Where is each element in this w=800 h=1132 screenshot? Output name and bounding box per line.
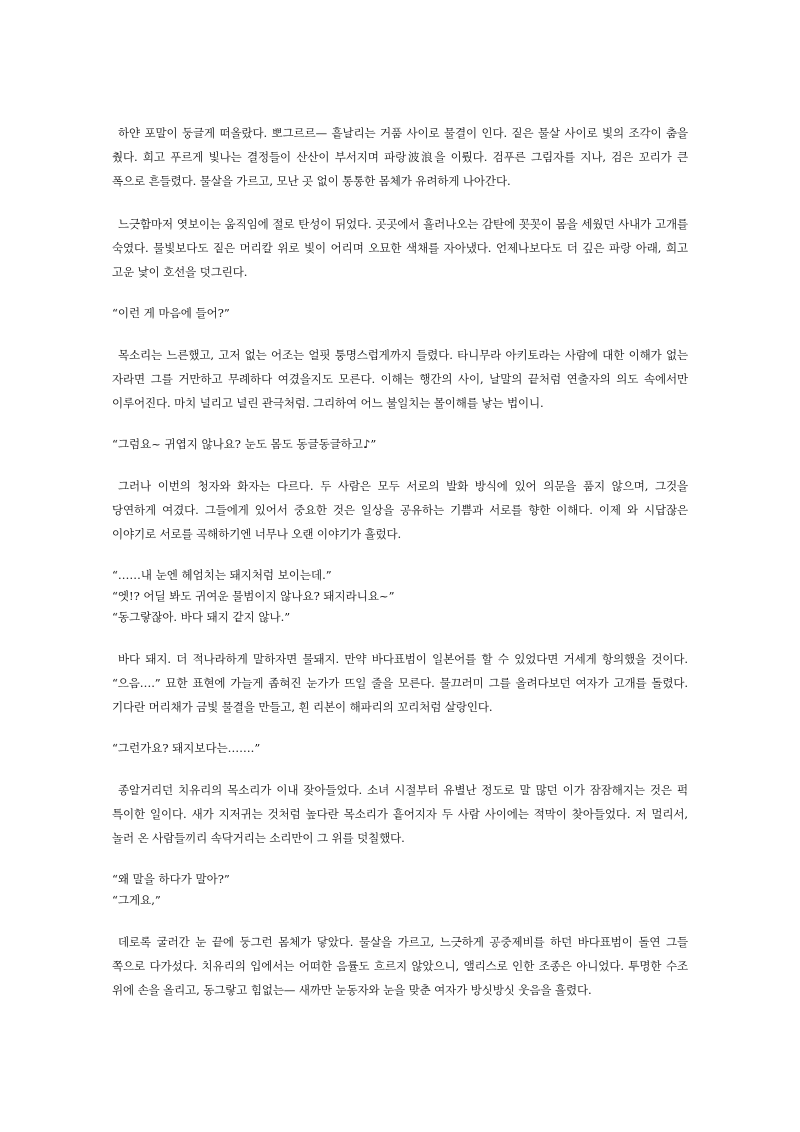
dialogue-block: [112, 869, 688, 911]
dialogue-block: [112, 303, 688, 324]
dialogue-line: “그런가요? 돼지보다는…….”: [112, 741, 261, 755]
dialogue-block: [112, 434, 688, 455]
dialogue-line: “엣!? 어딜 봐도 귀여운 물범이지 않나요? 돼지라니요~”: [112, 589, 395, 603]
document-page: [112, 121, 688, 1021]
paragraph: 목소리는 느른했고, 고저 없는 어조는 얼핏 퉁명스럽게까지 들렸다. 타니무라 아키토라는 사람에 대한 이해가 없는 자라면 그를 거만하고 무례하다 여겼을지도 모른다. 이해는 행간의 사이, 날말의 끝처럼 연출자의 의도 속에서만 이루어진다. 마치 널리고 널린 관극처럼. 그리하여 어느 불일치는 몰이해를 낳는 법이니.: [112, 348, 688, 410]
paragraph: 느긋함마저 엿보이는 움직임에 절로 탄성이 뒤었다. 곳곳에서 흘러나오는 감탄에 꼿꼿이 몸을 세웠던 사내가 고개를 숙였다. 물빛보다도 짙은 머리칼 위로 빛이 어리며 오묘한 색채를 자아냈다. 언제나보다도 더 깊은 파랑 아래, 희고 고운 낯이 호선을 덧그린다.: [112, 217, 688, 279]
dialogue-line: “……내 눈엔 헤엄치는 돼지처럼 보이는데.”: [112, 568, 332, 582]
dialogue-block: [112, 565, 688, 628]
paragraph: 바다 돼지. 더 적나라하게 말하자면 물돼지. 만약 바다표범이 일본어를 할 수 있었다면 거세게 항의했을 것이다. “으음….” 묘한 표현에 가늘게 좁혀진 눈가가 뜨일 줄을 모른다. 물끄러미 그를 올려다보던 여자가 고개를 돌렸다. 기다란 머리채가 금빛 물결을 만들고, 흰 리본이 해파리의 꼬리처럼 살랑인다.: [112, 652, 688, 714]
dialogue-block: [112, 738, 688, 759]
dialogue-line: “왜 말을 하다가 말아?”: [112, 872, 230, 886]
paragraph: 하얀 포말이 둥글게 떠올랐다. 뽀그르르— 흩날리는 거품 사이로 물결이 인다. 짙은 물살 사이로 빛의 조각이 춤을 췄다. 희고 푸르게 빛나는 결정들이 산산이 부서지며 파랑波浪을 이뤘다. 검푸른 그림자를 지나, 검은 꼬리가 큰 폭으로 흔들렸다. 물살을 가르고, 모난 곳 없이 통통한 몸체가 유려하게 나아간다.: [112, 126, 688, 188]
dialogue-line: “동그랗잖아. 바다 돼지 같지 않나.”: [112, 610, 291, 624]
dialogue-line: “이런 게 마음에 들어?”: [112, 306, 230, 320]
paragraph: 종알거리던 치유리의 목소리가 이내 잦아들었다. 소녀 시절부터 유별난 정도로 말 많던 이가 잠잠해지는 것은 퍽 특이한 일이다. 새가 지저귀는 것처럼 높다란 목소리가 흩어지자 두 사람 사이에는 적막이 찾아들었다. 저 멀리서, 놀러 온 사람들끼리 속닥거리는 소리만이 그 위를 덧칠했다.: [112, 783, 688, 845]
dialogue-line: “그게요,”: [112, 893, 161, 907]
dialogue-line: “그럼요~ 귀엽지 않나요? 눈도 몸도 동글동글하고♪”: [112, 437, 377, 451]
paragraph: 그러나 이번의 청자와 화자는 다르다. 두 사람은 모두 서로의 발화 방식에 있어 의문을 품지 않으며, 그것을 당연하게 여겼다. 그들에게 있어서 중요한 것은 일상을 공유하는 기쁨과 서로를 향한 이해다. 이제 와 시답잖은 이야기로 서로를 곡해하기엔 너무나 오랜 이야기가 흘렀다.: [112, 479, 688, 541]
paragraph: 데로록 굴러간 눈 끝에 둥그런 몸체가 닿았다. 물살을 가르고, 느긋하게 공중제비를 하던 바다표범이 돌연 그들 쪽으로 다가섰다. 치유리의 입에서는 어떠한 음률도 흐르지 않았으니, 앨리스로 인한 조종은 아니었다. 투명한 수조 위에 손을 올리고, 동그랗고 힘없는— 새까만 눈동자와 눈을 맞춘 여자가 방싯방싯 웃음을 흘렸다.: [112, 935, 688, 997]
